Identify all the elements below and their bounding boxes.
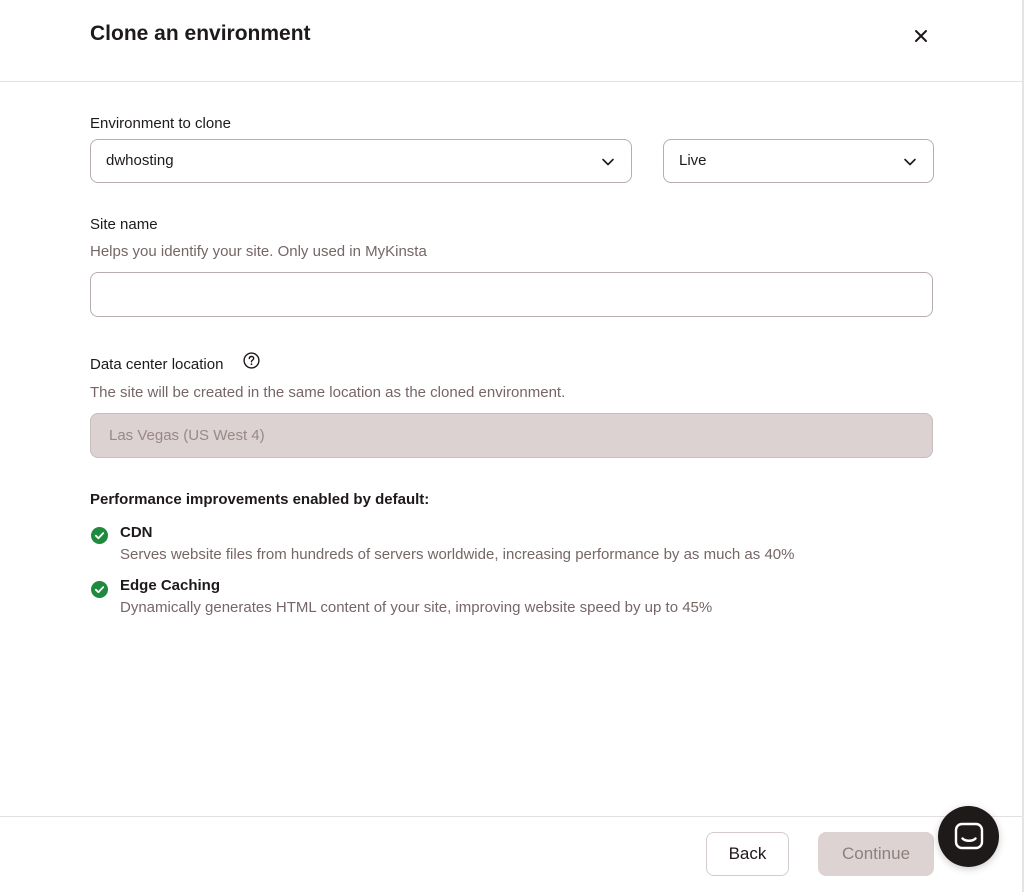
data-center-help: The site will be created in the same location as the cloned environment. <box>90 384 566 401</box>
performance-title: Performance improvements enabled by default: <box>90 491 430 508</box>
site-name-input[interactable] <box>90 272 933 317</box>
site-select[interactable] <box>90 139 632 183</box>
site-select-value: dwhosting <box>106 152 174 169</box>
continue-button[interactable]: Continue <box>818 832 934 876</box>
check-circle-icon <box>91 527 108 544</box>
feature-name-cdn: CDN <box>120 524 153 541</box>
chat-launcher-button[interactable] <box>938 806 999 867</box>
environment-label: Environment to clone <box>90 115 231 132</box>
feature-name-edge-caching: Edge Caching <box>120 577 221 594</box>
chevron-down-icon <box>903 155 917 169</box>
close-icon <box>914 29 928 43</box>
check-circle-icon <box>91 581 108 598</box>
chevron-down-icon <box>601 155 615 169</box>
environment-select[interactable] <box>663 139 934 183</box>
dialog-header <box>0 0 1022 82</box>
feature-desc-cdn: Serves website files from hundreds of servers worldwide, increasing performance by as much as 40% <box>120 546 795 563</box>
site-name-help: Helps you identify your site. Only used in MyKinsta <box>90 243 427 260</box>
feature-desc-edge-caching: Dynamically generates HTML content of your site, improving website speed by up to 45% <box>120 599 713 616</box>
site-name-label: Site name <box>90 216 158 233</box>
data-center-field <box>90 413 933 458</box>
environment-select-value: Live <box>679 152 707 169</box>
back-button[interactable]: Back <box>706 832 789 876</box>
question-circle-icon[interactable] <box>243 352 260 369</box>
chat-icon <box>954 822 984 852</box>
dialog-title: Clone an environment <box>90 22 311 45</box>
close-button[interactable] <box>908 23 934 49</box>
data-center-value: Las Vegas (US West 4) <box>109 427 265 444</box>
data-center-label: Data center location <box>90 356 224 373</box>
